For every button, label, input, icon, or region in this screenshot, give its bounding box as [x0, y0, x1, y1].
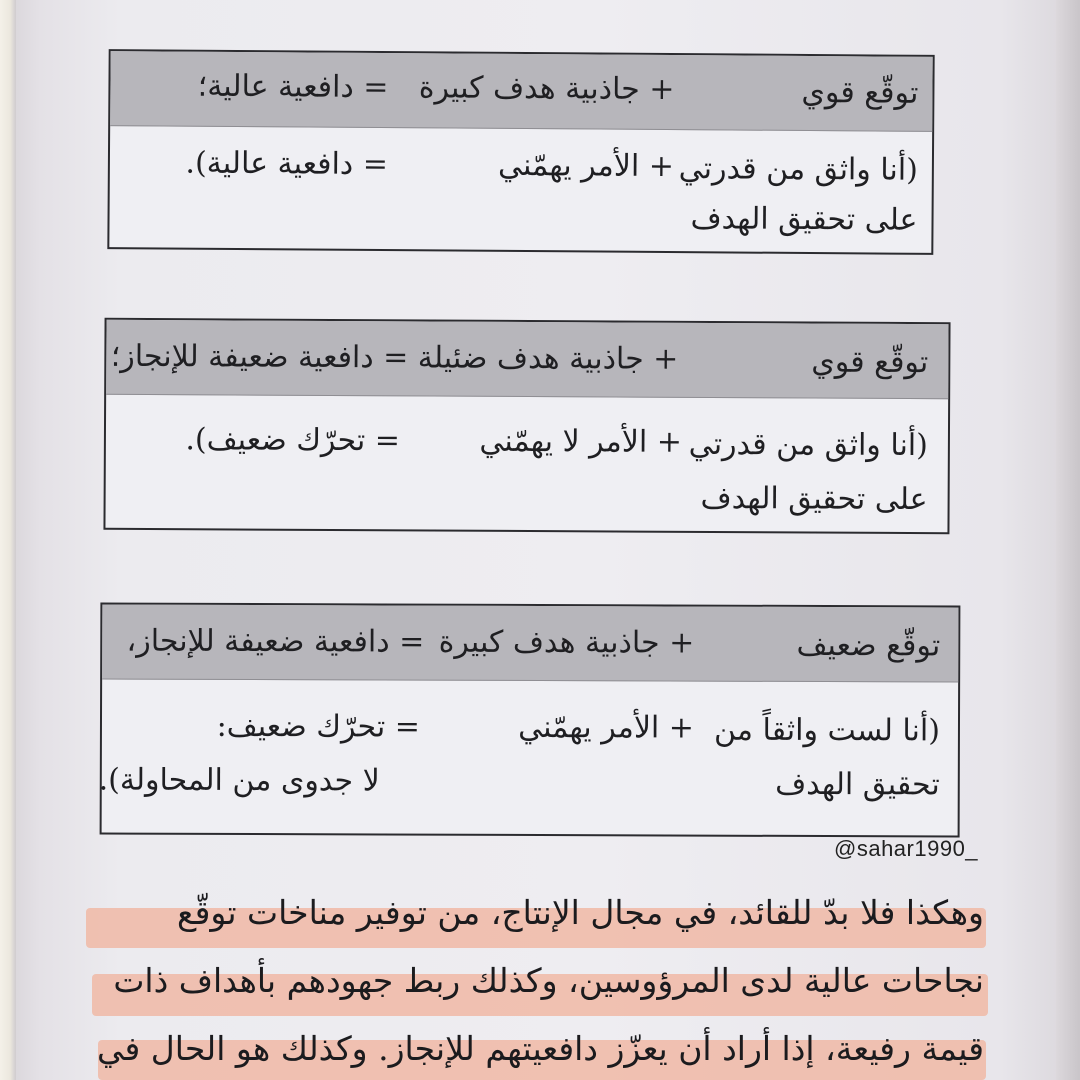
box-3-attraction: + جاذبية هدف كبيرة — [438, 624, 695, 661]
watermark-handle: @sahar1990_ — [834, 836, 979, 861]
box-3-example-line-1: (أنا لست واثقاً من — [713, 712, 941, 749]
paragraph-line-3: قيمة رفيعة، إذا أراد أن يعزّز دافعيتهم للإنجاز. وكذلك هو الحال في — [97, 1029, 984, 1068]
box-2-result: = دافعية ضعيفة للإنجاز؛ — [110, 338, 409, 376]
box-3-example-line-2: تحقيق الهدف — [775, 766, 940, 803]
box-2-expectancy: توقّع قوي — [811, 344, 929, 381]
box-2-example-line-2: على تحقيق الهدف — [700, 480, 928, 518]
page-right-edge — [1056, 0, 1080, 1080]
paragraph-line-1: وهكذا فلا بدّ للقائد، في مجال الإنتاج، من توفير مناخات توقّع — [177, 893, 984, 932]
box-3-expectancy: توقّع ضعيف — [796, 627, 941, 664]
motivation-box-1 — [107, 49, 934, 255]
box-3-header — [102, 605, 958, 683]
box-3-result: = دافعية ضعيفة للإنجاز، — [126, 623, 425, 660]
box-2-example-result: = تحرّك ضعيف). — [185, 422, 401, 459]
page-left-edge — [0, 0, 16, 1080]
box-2-attraction: + جاذبية هدف ضئيلة — [417, 340, 679, 377]
box-3-example-result-line-1: = تحرّك ضعيف: — [216, 708, 421, 745]
box-1-example-line-2: على تحقيق الهدف — [690, 201, 918, 238]
box-2-header — [106, 320, 948, 399]
box-1-example-line-1: (أنا واثق من قدرتي — [678, 151, 919, 188]
box-3-example-importance: + الأمر يهمّني — [518, 709, 695, 746]
box-3-example-result-line-2: لا جدوى من المحاولة). — [98, 762, 380, 799]
paragraph-line-2: نجاحات عالية لدى المرؤوسين، وكذلك ربط جهودهم بأهداف ذات — [113, 961, 984, 1000]
box-2-example-line-1: (أنا واثق من قدرتي — [688, 426, 928, 464]
box-1-expectancy: توقّع قوي — [801, 74, 919, 111]
box-2-example-importance: + الأمر لا يهمّني — [479, 423, 683, 460]
box-1-example-importance: + الأمر يهمّني — [497, 147, 675, 185]
motivation-box-3 — [100, 602, 961, 837]
box-1-attraction: + جاذبية هدف كبيرة — [418, 70, 675, 108]
box-1-result: = دافعية عالية؛ — [197, 68, 389, 106]
box-1-header — [110, 51, 933, 132]
motivation-box-2 — [103, 318, 950, 534]
box-1-example-result: = دافعية عالية). — [185, 145, 389, 183]
